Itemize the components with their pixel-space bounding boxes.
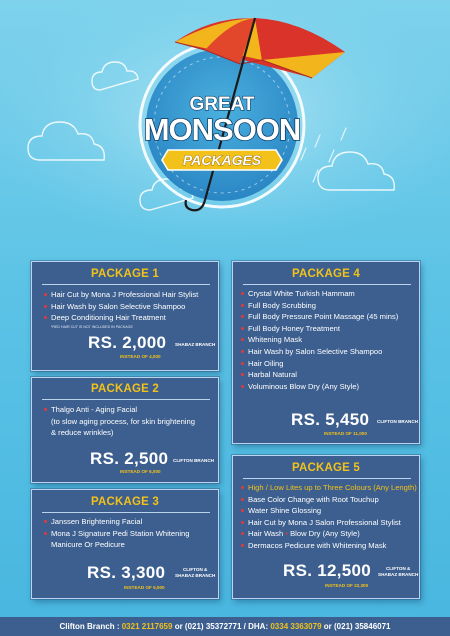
bullet-icon xyxy=(44,408,47,411)
package-3-title: PACKAGE 3 xyxy=(90,496,160,508)
package-5-instead: INSTEAD OF 22,300 xyxy=(325,583,369,588)
list-item: Full Body Scrubbing xyxy=(241,300,398,312)
bullet-icon xyxy=(241,544,244,547)
package-2-instead: INSTEAD OF 6,000 xyxy=(120,469,161,474)
list-item: Dermacos Pedicure with Whitening Mask xyxy=(241,540,417,552)
package-1-title: PACKAGE 1 xyxy=(90,268,160,280)
list-item: Hair Wash • Blow Dry (Any Style) xyxy=(241,528,417,540)
package-1-list xyxy=(44,289,198,324)
bullet-icon xyxy=(241,292,244,295)
footer-or-1: or xyxy=(174,622,183,631)
list-item: Hair Cut by Mona J Salon Professional Stylist xyxy=(241,517,417,529)
list-item: (to slow aging process, for skin brightening xyxy=(51,416,195,426)
package-4-title: PACKAGE 4 xyxy=(291,268,361,280)
list-item: Crystal White Turkish Hammam xyxy=(241,288,398,300)
list-item: Deep Conditioning Hair Treatment xyxy=(44,312,198,324)
bullet-icon xyxy=(241,327,244,330)
list-item: Manicure Or Pedicure xyxy=(51,540,125,550)
list-item: & reduce wrinkles) xyxy=(51,428,114,438)
hero-artwork xyxy=(0,0,450,250)
package-3-instead: INSTEAD OF 5,500 xyxy=(124,585,165,590)
package-3-divider xyxy=(42,512,210,513)
bullet-icon xyxy=(241,338,244,341)
bullet-icon xyxy=(241,385,244,388)
list-item: Harbal Natural xyxy=(241,369,398,381)
package-2-card xyxy=(31,377,219,483)
dha-label: DHA: xyxy=(248,622,269,631)
package-2-branch: CLIFTON BRANCH xyxy=(173,458,215,463)
bullet-icon xyxy=(241,498,244,501)
list-item: Whitening Mask xyxy=(241,334,398,346)
bullet-icon xyxy=(241,532,244,535)
package-4-divider xyxy=(243,284,411,285)
list-item: Hair Oiling xyxy=(241,358,398,370)
list-item: Janssen Brightening Facial xyxy=(44,516,189,528)
bullet-icon xyxy=(241,521,244,524)
bullet-icon xyxy=(44,520,47,523)
list-item: Hair Wash by Salon Selective Shampoo xyxy=(44,301,198,313)
bullet-icon xyxy=(241,350,244,353)
package-4-card xyxy=(232,261,420,444)
package-2-price: RS. 2,500 xyxy=(90,449,169,468)
bullet-icon xyxy=(241,315,244,318)
package-4-price: RS. 5,450 xyxy=(291,410,370,429)
hero-title-monsoon: MONSOON xyxy=(143,112,301,147)
dha-phone-1[interactable]: 0334 3363079 xyxy=(270,622,322,631)
list-item: High / Low Lites up to Three Colours (Any Length) xyxy=(241,482,417,494)
contact-footer xyxy=(0,617,450,636)
package-5-title: PACKAGE 5 xyxy=(291,462,361,474)
clifton-phone-1[interactable]: 0321 2117659 xyxy=(121,622,173,631)
list-item: Hair Cut by Mona J Professional Hair Stylist xyxy=(44,289,198,301)
package-4-instead: INSTEAD OF 11,000 xyxy=(324,431,367,436)
package-5-price: RS. 12,500 xyxy=(283,561,372,580)
package-3-price: RS. 3,300 xyxy=(87,563,166,582)
bullet-icon xyxy=(44,532,47,535)
list-item: Full Body Pressure Point Massage (45 mins) xyxy=(241,311,398,323)
package-5-list xyxy=(241,482,417,552)
list-item: Mona J Signature Pedi Station Whitening xyxy=(44,528,189,540)
list-item: Full Body Honey Treatment xyxy=(241,323,398,335)
footer-or-2: or xyxy=(323,622,332,631)
list-item: Base Color Change with Root Touchup xyxy=(241,494,417,506)
package-2-title: PACKAGE 2 xyxy=(90,383,160,395)
package-3-card xyxy=(31,489,219,599)
clifton-label: Clifton Branch : xyxy=(59,622,120,631)
package-2-list xyxy=(44,404,195,439)
bullet-icon xyxy=(44,305,47,308)
clifton-phone-2[interactable]: (021) 35372771 xyxy=(184,622,242,631)
package-2-divider xyxy=(42,399,210,400)
package-5-divider xyxy=(243,478,411,479)
package-3-branch: CLIFTON & SHABAZ BRANCH xyxy=(175,567,216,578)
package-1-instead: INSTEAD OF 4,000 xyxy=(120,354,161,359)
list-item: Water Shine Glossing xyxy=(241,505,417,517)
package-5-card xyxy=(232,455,420,599)
package-4-branch: CLIFTON BRANCH xyxy=(377,419,419,424)
bullet-icon xyxy=(241,304,244,307)
package-3-list xyxy=(44,516,189,551)
dha-phone-2[interactable]: (021) 35846071 xyxy=(334,622,391,631)
svg-text:PACKAGES: PACKAGES xyxy=(182,152,262,168)
footer-divider: / xyxy=(243,622,246,631)
list-item: Hair Wash by Salon Selective Shampoo xyxy=(241,346,398,358)
package-4-list xyxy=(241,288,398,392)
bullet-icon xyxy=(44,293,47,296)
package-5-branch: CLIFTON & SHABAZ BRANCH xyxy=(378,566,419,577)
bullet-icon xyxy=(241,509,244,512)
bullet-icon xyxy=(241,362,244,365)
package-1-card xyxy=(31,261,219,371)
list-item: Thalgo Anti - Aging Facial xyxy=(44,404,195,416)
bullet-icon xyxy=(241,373,244,376)
bullet-icon xyxy=(44,316,47,319)
package-1-divider xyxy=(42,284,210,285)
hero-title-great: GREAT xyxy=(189,94,255,115)
list-item: Voluminous Blow Dry (Any Style) xyxy=(241,381,398,393)
package-1-branch: SHABAZ BRANCH xyxy=(175,342,216,347)
packages-banner xyxy=(162,150,282,170)
bullet-icon xyxy=(241,486,244,489)
package-1-price: RS. 2,000 xyxy=(88,333,167,352)
package-1-note: *RED HAIR CUT IS NOT INCLUDED IN PACKAGE xyxy=(51,325,133,329)
